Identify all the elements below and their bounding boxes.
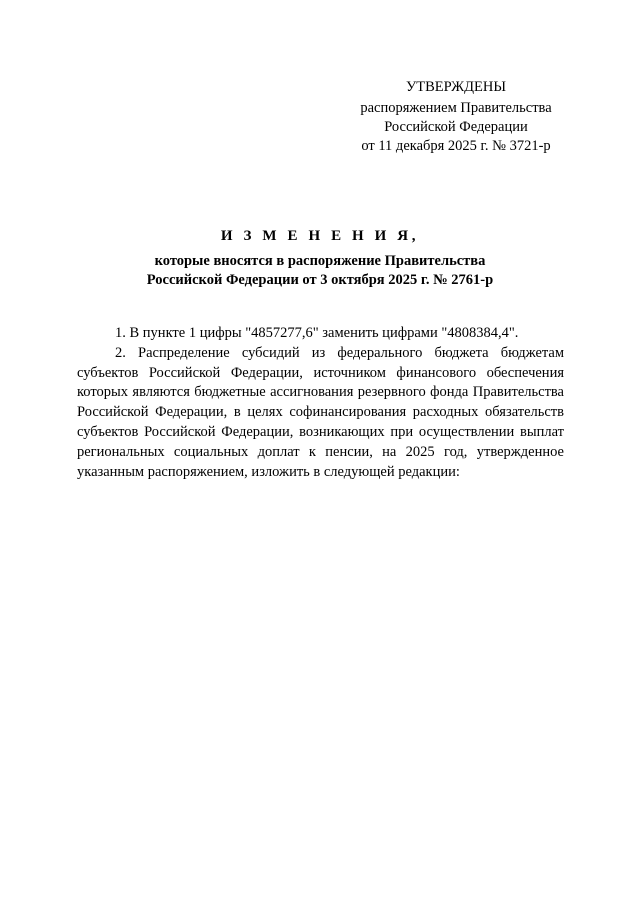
document-body <box>77 324 564 482</box>
paragraph-item-1: 1. В пункте 1 цифры "4857277,6" заменить цифрами "4808384,4". <box>115 325 519 341</box>
approval-status: УТВЕРЖДЕНЫ <box>405 79 507 95</box>
approval-block <box>350 78 562 156</box>
subtitle-line-1: которые вносятся в распоряжение Правительства <box>154 253 486 269</box>
approval-line-3: от 11 декабря 2025 г. № 3721-р <box>361 138 551 154</box>
subtitle-line-2: Российской Федерации от 3 октября 2025 г. № 2761-р <box>146 272 494 288</box>
approval-line-1: распоряжением Правительства <box>360 100 552 116</box>
paragraph-item-2: 2. Распределение субсидий из федерального бюджета бюджетам субъектов Российской Федерации, источником финансового обеспечения которых являются бюджетные ассигнования резервного фонда Правительства Российской Федерации, в целях софинансирования расходных обязательств субъектов Российской Федерации, возникающих при осуществлении выплат региональных социальных доплат к пенсии, на 2025 год, утвержденное указанным распоряжением, изложить в следующей редакции: <box>77 344 564 480</box>
approval-line-2: Российской Федерации <box>384 119 528 135</box>
heading-block <box>0 227 640 290</box>
document-subtitle <box>0 252 640 290</box>
document-title: И З М Е Н Е Н И Я, <box>220 228 420 244</box>
